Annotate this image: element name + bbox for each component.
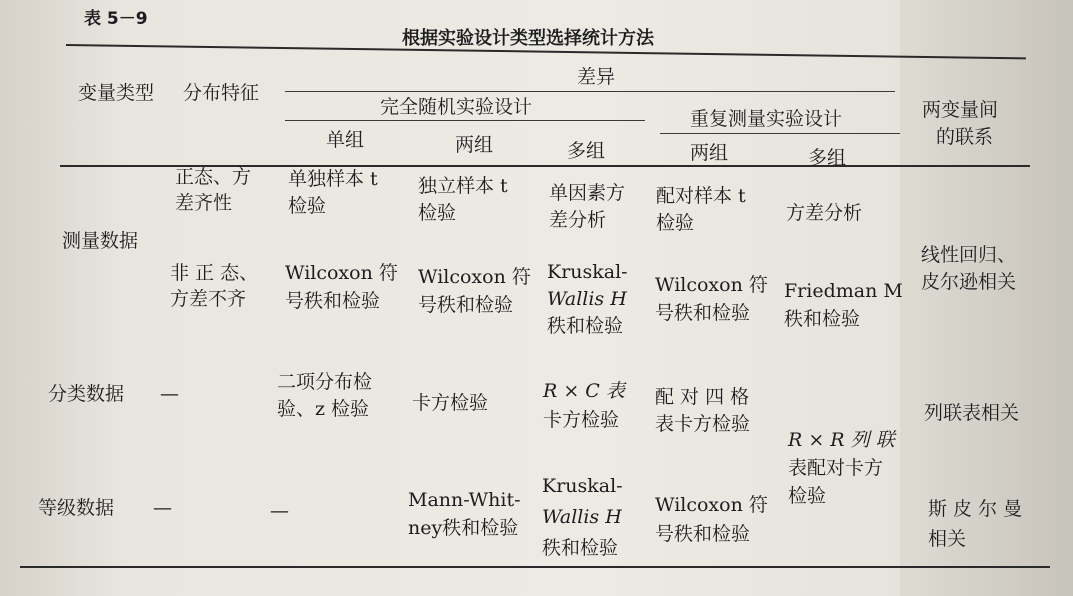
ordinal-rm-two-l1: Wilcoxon 符: [655, 494, 768, 516]
ordinal-assoc-l2: 相关: [928, 528, 967, 550]
measure-nonnormal-multi-l2: Wallis H: [547, 288, 627, 310]
header-multi: 多组: [567, 140, 606, 162]
measure-normal-dist-l1: 正态、方: [175, 166, 252, 188]
header-rm-two: 两组: [690, 142, 729, 164]
header-dist: 分布特征: [183, 82, 260, 104]
bottom-rule: [20, 566, 1050, 568]
categorical-two: 卡方检验: [412, 392, 489, 414]
ordinal-multi-l3: 秩和检验: [542, 537, 619, 559]
header-single: 单组: [326, 129, 365, 151]
header-diff: 差异: [577, 66, 616, 88]
measure-normal-rm-two-l2: 检验: [656, 212, 695, 234]
rmd-rule: [660, 133, 900, 134]
measure-normal-rm-two-l1: 配对样本 t: [656, 185, 746, 207]
header-rm-multi: 多组: [808, 147, 847, 169]
header-rmd: 重复测量实验设计: [690, 108, 843, 130]
measure-normal-two-l2: 检验: [418, 202, 457, 224]
measure-normal-rm-multi: 方差分析: [786, 202, 863, 224]
ordinal-two-l2: ney秩和检验: [408, 517, 519, 539]
measure-nonnormal-multi-l3: 秩和检验: [547, 315, 624, 337]
categorical-rm-two-l2: 表卡方检验: [655, 413, 751, 435]
ordinal-multi-l1: Kruskal-: [542, 475, 623, 497]
header-assoc-line1: 两变量间: [922, 99, 999, 121]
ordinal-assoc-l1: 斯 皮 尔 曼: [928, 498, 1023, 520]
categorical-single-l2: 验、z 检验: [277, 398, 370, 420]
row-label-categorical: 分类数据: [48, 383, 125, 405]
measure-nonnormal-two-l1: Wilcoxon 符: [418, 266, 531, 288]
measure-normal-dist-l2: 差齐性: [175, 192, 233, 214]
measure-nonnormal-single-l2: 号秩和检验: [285, 290, 381, 312]
table-title: 根据实验设计类型选择统计方法: [402, 28, 654, 49]
categorical-rm-two-l1: 配 对 四 格: [655, 386, 750, 408]
measure-assoc-l2: 皮尔逊相关: [921, 271, 1017, 293]
categorical-rm-multi-l1: R × R 列 联: [788, 429, 895, 451]
header-crd: 完全随机实验设计: [380, 96, 533, 118]
row-label-ordinal: 等级数据: [38, 497, 115, 519]
header-assoc-line2: 的联系: [936, 126, 994, 148]
ordinal-multi-l2: Wallis H: [542, 506, 622, 528]
categorical-multi-l2: 卡方检验: [543, 409, 620, 431]
categorical-multi-l1: R × C 表: [543, 380, 625, 402]
measure-nonnormal-single-l1: Wilcoxon 符: [285, 262, 398, 284]
measure-normal-two-l1: 独立样本 t: [418, 175, 508, 197]
categorical-dist: —: [160, 383, 179, 405]
table-label: 表 5－9: [84, 9, 148, 29]
diff-rule: [285, 91, 895, 92]
measure-assoc-l1: 线性回归、: [921, 244, 1017, 266]
header-two: 两组: [455, 134, 494, 156]
measure-nonnormal-multi-l1: Kruskal-: [547, 261, 628, 283]
ordinal-dist: —: [153, 497, 172, 519]
categorical-single-l1: 二项分布检: [277, 371, 373, 393]
measure-nonnormal-dist-l2: 方差不齐: [170, 288, 247, 310]
categorical-assoc: 列联表相关: [924, 402, 1020, 424]
measure-normal-single-l1: 单独样本 t: [288, 168, 378, 190]
measure-normal-multi-l1: 单因素方: [549, 182, 626, 204]
ordinal-rm-two-l2: 号秩和检验: [655, 523, 751, 545]
measure-normal-single-l2: 检验: [288, 195, 327, 217]
measure-nonnormal-two-l2: 号秩和检验: [418, 294, 514, 316]
measure-nonnormal-rm-two-l2: 号秩和检验: [655, 302, 751, 324]
ordinal-two-l1: Mann-Whit-: [408, 489, 521, 511]
measure-normal-multi-l2: 差分析: [549, 209, 607, 231]
crd-rule: [285, 120, 645, 121]
categorical-rm-multi-l3: 检验: [788, 485, 827, 507]
row-label-measure: 测量数据: [62, 230, 139, 252]
categorical-rm-multi-l2: 表配对卡方: [788, 457, 884, 479]
measure-nonnormal-rm-multi-l1: Friedman M: [784, 280, 903, 302]
measure-nonnormal-rm-two-l1: Wilcoxon 符: [655, 274, 768, 296]
measure-nonnormal-rm-multi-l2: 秩和检验: [784, 308, 861, 330]
ordinal-single: —: [270, 500, 289, 522]
measure-nonnormal-dist-l1: 非 正 态、: [170, 262, 259, 284]
header-var-type: 变量类型: [78, 82, 155, 104]
